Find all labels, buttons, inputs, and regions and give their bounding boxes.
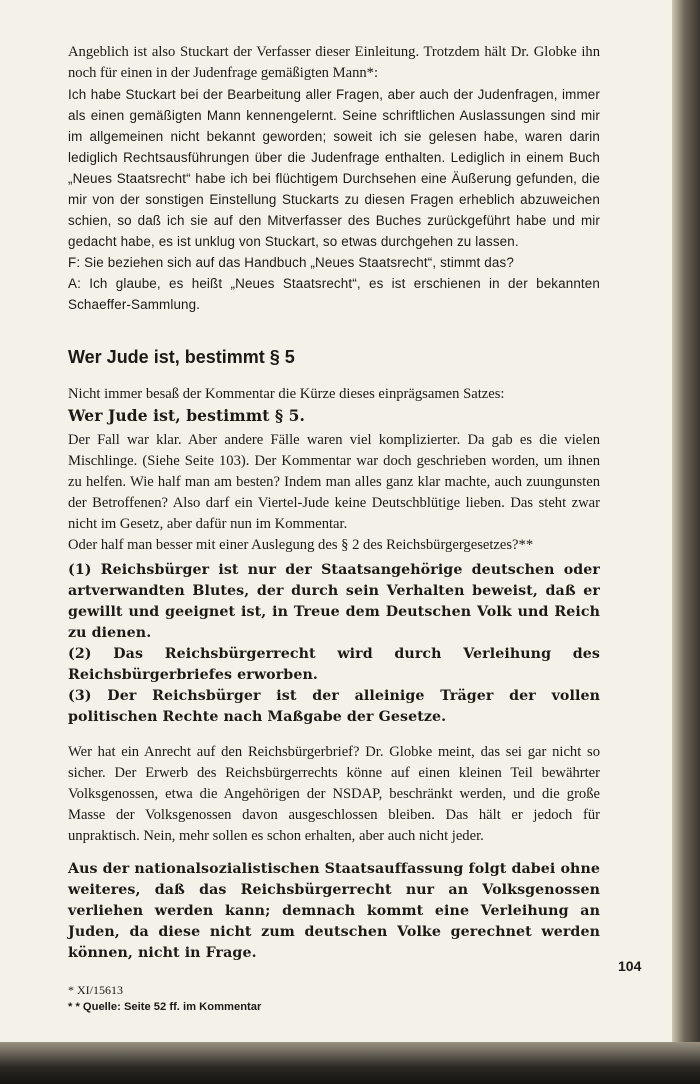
page-content bbox=[68, 42, 600, 1016]
question-line: F: Sie beziehen sich auf das Handbuch „Neues Staatsrecht“, stimmt das? bbox=[68, 255, 514, 270]
footnote-2: * * Quelle: Seite 52 ff. im Kommentar bbox=[68, 1001, 262, 1013]
paragraph-4: Wer hat ein Anrecht auf den Reichsbürgerbrief? Dr. Globke meint, das sei gar nicht so sicher. Der Erwerb des Reichsbürgerrechts könne auf einen kleinen Teil bewährter Volksgenossen, etwa die Angehörigen der NSDAP, beschränkt werden, und die große Masse der Volksgenossen davon ausgeschlossen bleiben. Das hält er jedoch für unpraktisch. Nein, mehr sollen es schon erhalten, aber auch nicht jeder. bbox=[68, 744, 600, 844]
intro-paragraph: Angeblich ist also Stuckart der Verfasser dieser Einleitung. Trotzdem hält Dr. Globke ihn noch für einen in der Judenfrage gemäßigten Mann*: bbox=[68, 44, 600, 81]
fraktur-long-quote: Aus der nationalsozialistischen Staatsauffassung folgt dabei ohne weiteres, daß das Reichsbürgerrecht nur an Volksgenossen verliehen werden kann; demnach kommt eine Verleihung an Juden, da diese nicht zum deutschen Volke gerechnet werden können, nicht in Frage. bbox=[68, 861, 600, 961]
fraktur-short-quote: Wer Jude ist, bestimmt § 5. bbox=[68, 406, 306, 425]
page-number: 104 bbox=[618, 958, 642, 974]
page-edge-right bbox=[672, 0, 700, 1084]
page-edge-bottom bbox=[0, 1042, 700, 1084]
testimony-quote: Ich habe Stuckart bei der Bearbeitung aller Fragen, aber auch der Judenfragen, immer als einen gemäßigten Mann kennengelernt. Seine schriftlichen Auslassungen sind mir im allgemeinen nicht bekannt geworden; soweit ich sie gelesen habe, waren darin lediglich Rechtsausführungen über die Judenfrage enthalten. Lediglich in einem Buch „Neues Staatsrecht“ habe ich bei flüchtigem Durchsehen eine Äußerung gefunden, die mir von der sonstigen Einstellung Stuckarts zu diesen Fragen erheblich abzuweichen schien, so daß ich sie auf den Mitverfasser des Buches zurückgeführt habe und mir gedacht habe, es ist unklug von Stuckart, so etwas durchgehen zu lassen. bbox=[68, 87, 600, 249]
section-heading: Wer Jude ist, bestimmt § 5 bbox=[68, 347, 295, 367]
paragraph-2: Der Fall war klar. Aber andere Fälle waren viel komplizierter. Da gab es die vielen Mischlinge. (Siehe Seite 103). Der Kommentar war doch geschrieben worden, um ihnen zu helfen. Wie half man am besten? Indem man alles ganz klar machte, auch zuungunsten der Betroffenen? Also darf ein Viertel-Jude keine Deutschblütige lieben. Das steht zwar nicht im Gesetz, aber dafür nun im Kommentar. bbox=[68, 432, 600, 532]
paragraph-1: Nicht immer besaß der Kommentar die Kürze dieses einprägsamen Satzes: bbox=[68, 386, 505, 402]
paragraph-3: Oder half man besser mit einer Auslegung des § 2 des Reichsbürgergesetzes?** bbox=[68, 537, 534, 553]
law-clause-3: (3) Der Reichsbürger ist der alleinige Träger der vollen politischen Rechte nach Maßgabe der Gesetze. bbox=[68, 688, 600, 725]
answer-line: A: Ich glaube, es heißt „Neues Staatsrecht“, es ist erschienen in der bekannten Schaeffer-Sammlung. bbox=[68, 276, 600, 312]
law-clause-2: (2) Das Reichsbürgerrecht wird durch Verleihung des Reichsbürgerbriefes erworben. bbox=[68, 646, 600, 683]
footnote-1: * XI/15613 bbox=[68, 983, 123, 997]
law-clause-1: (1) Reichsbürger ist nur der Staatsangehörige deutschen oder artverwandten Blutes, der durch sein Verhalten beweist, daß er gewillt und geeignet ist, in Treue dem Deutschen Volk und Reich zu dienen. bbox=[68, 562, 600, 641]
